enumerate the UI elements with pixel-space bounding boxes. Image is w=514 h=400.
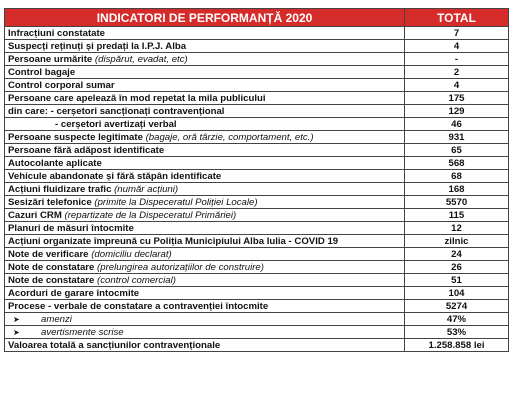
indicator-cell	[5, 300, 405, 313]
table-body	[5, 27, 509, 352]
indicator-cell	[5, 183, 405, 196]
indicator-note: (bagaje, oră târzie, comportament, etc.)	[145, 131, 314, 143]
indicator-label: Planuri de măsuri întocmite	[8, 222, 134, 234]
indicator-label: Acțiuni organizate împreună cu Poliția Municipiului Alba Iulia - COVID 19	[8, 235, 339, 247]
table-row	[5, 300, 509, 313]
total-value-cell: 65	[405, 144, 509, 157]
table-row	[5, 170, 509, 183]
total-value-cell: 51	[405, 274, 509, 287]
indicator-note: (dispărut, evadat, etc)	[94, 53, 188, 65]
indicator-label: Valoarea totală a sancțiunilor contravenționale	[8, 339, 221, 351]
table-row	[5, 235, 509, 248]
performance-table	[4, 8, 509, 352]
indicator-label: Procese - verbale de constatare a contravenției întocmite	[8, 300, 269, 312]
total-value-cell: 115	[405, 209, 509, 222]
total-value-cell: 1.258.858 lei	[405, 339, 509, 352]
total-value-cell: 4	[405, 79, 509, 92]
indicator-cell	[5, 79, 405, 92]
table-row	[5, 209, 509, 222]
table-row	[5, 40, 509, 53]
indicator-label: Sesizări telefonice	[8, 196, 92, 208]
indicator-cell	[5, 339, 405, 352]
table-row	[5, 105, 509, 118]
indicator-note: (primite la Dispeceratul Poliției Locale)	[94, 196, 258, 208]
row-prefix: din care: -	[8, 105, 57, 117]
table-row	[5, 196, 509, 209]
total-value-cell: 2	[405, 66, 509, 79]
total-value-cell: 168	[405, 183, 509, 196]
total-value-cell: 7	[405, 27, 509, 40]
row-prefix: -	[55, 118, 61, 130]
indicator-cell	[5, 274, 405, 287]
total-value-cell: 24	[405, 248, 509, 261]
total-value-cell: 931	[405, 131, 509, 144]
table-row	[5, 274, 509, 287]
indicator-label: Cazuri CRM	[8, 209, 62, 221]
indicator-cell	[5, 261, 405, 274]
indicator-cell	[5, 92, 405, 105]
total-value-cell: 47%	[405, 313, 509, 326]
table-row	[5, 339, 509, 352]
total-column-header: TOTAL	[405, 9, 509, 27]
total-value-cell: 68	[405, 170, 509, 183]
table-row	[5, 157, 509, 170]
indicators-column-header: INDICATORI DE PERFORMANȚĂ 2020	[5, 9, 405, 27]
indicator-label: Note de constatare	[8, 261, 95, 273]
indicator-label: Acorduri de garare întocmite	[8, 287, 140, 299]
total-value-cell: 104	[405, 287, 509, 300]
table-row	[5, 144, 509, 157]
table-row	[5, 326, 509, 339]
table-row	[5, 313, 509, 326]
indicator-cell	[5, 170, 405, 183]
indicator-note: (prelungirea autorizațiilor de construire)	[97, 261, 264, 273]
indicator-note: amenzi	[41, 313, 72, 325]
indicator-cell	[5, 287, 405, 300]
total-value-cell: 53%	[405, 326, 509, 339]
indicator-label: Note de verificare	[8, 248, 89, 260]
table-row	[5, 118, 509, 131]
indicator-cell	[5, 248, 405, 261]
indicator-label: Persoane care apelează în mod repetat la mila publicului	[8, 92, 266, 104]
table-row	[5, 27, 509, 40]
total-value-cell: 568	[405, 157, 509, 170]
indicator-label: Persoane suspecte legitimate	[8, 131, 143, 143]
indicator-note: (repartizate de la Dispeceratul Primăriei)	[64, 209, 237, 221]
indicator-cell	[5, 27, 405, 40]
arrow-bullet-icon: ➤	[13, 327, 20, 337]
indicator-cell	[5, 118, 405, 131]
indicator-label: Note de constatare	[8, 274, 95, 286]
table-row	[5, 287, 509, 300]
indicator-label: cerșetori avertizați verbal	[60, 118, 177, 130]
indicator-cell	[5, 209, 405, 222]
table-row	[5, 92, 509, 105]
arrow-bullet-icon: ➤	[13, 314, 20, 324]
indicator-label: Acțiuni fluidizare trafic	[8, 183, 112, 195]
indicator-cell	[5, 313, 405, 326]
indicator-note: avertismente scrise	[41, 326, 124, 338]
indicator-cell	[5, 235, 405, 248]
table-row	[5, 79, 509, 92]
table-row	[5, 222, 509, 235]
total-value-cell: 26	[405, 261, 509, 274]
indicator-note: (număr acțiuni)	[114, 183, 179, 195]
indicator-note: (domiciliu declarat)	[91, 248, 172, 260]
indicator-label: Infracțiuni constatate	[8, 27, 106, 39]
total-value-cell: zilnic	[405, 235, 509, 248]
indicator-note: (control comercial)	[97, 274, 176, 286]
indicator-label: Suspecți reținuți și predați la I.P.J. Alba	[8, 40, 187, 52]
report-container	[4, 8, 508, 352]
indicator-label: Control corporal sumar	[8, 79, 115, 91]
total-value-cell: 175	[405, 92, 509, 105]
table-row	[5, 66, 509, 79]
total-value-cell: 12	[405, 222, 509, 235]
total-value-cell: 5570	[405, 196, 509, 209]
indicator-cell	[5, 326, 405, 339]
indicator-label: Autocolante aplicate	[8, 157, 102, 169]
indicator-label: Vehicule abandonate și fără stăpân identificate	[8, 170, 222, 182]
indicator-cell	[5, 66, 405, 79]
total-value-cell: -	[405, 53, 509, 66]
table-row	[5, 248, 509, 261]
table-row	[5, 261, 509, 274]
total-value-cell: 129	[405, 105, 509, 118]
table-row	[5, 131, 509, 144]
indicator-label: Persoane fără adăpost identificate	[8, 144, 165, 156]
total-value-cell: 46	[405, 118, 509, 131]
indicator-cell	[5, 196, 405, 209]
table-header-row	[5, 9, 509, 27]
indicator-cell	[5, 105, 405, 118]
indicator-cell	[5, 40, 405, 53]
indicator-cell	[5, 131, 405, 144]
indicator-cell	[5, 157, 405, 170]
indicator-cell	[5, 222, 405, 235]
indicator-label: cerșetori sancționați contravențional	[56, 105, 225, 117]
total-value-cell: 4	[405, 40, 509, 53]
indicator-label: Control bagaje	[8, 66, 76, 78]
indicator-cell	[5, 144, 405, 157]
indicator-cell	[5, 53, 405, 66]
table-row	[5, 183, 509, 196]
table-row	[5, 53, 509, 66]
total-value-cell: 5274	[405, 300, 509, 313]
indicator-label: Persoane urmărite	[8, 53, 93, 65]
